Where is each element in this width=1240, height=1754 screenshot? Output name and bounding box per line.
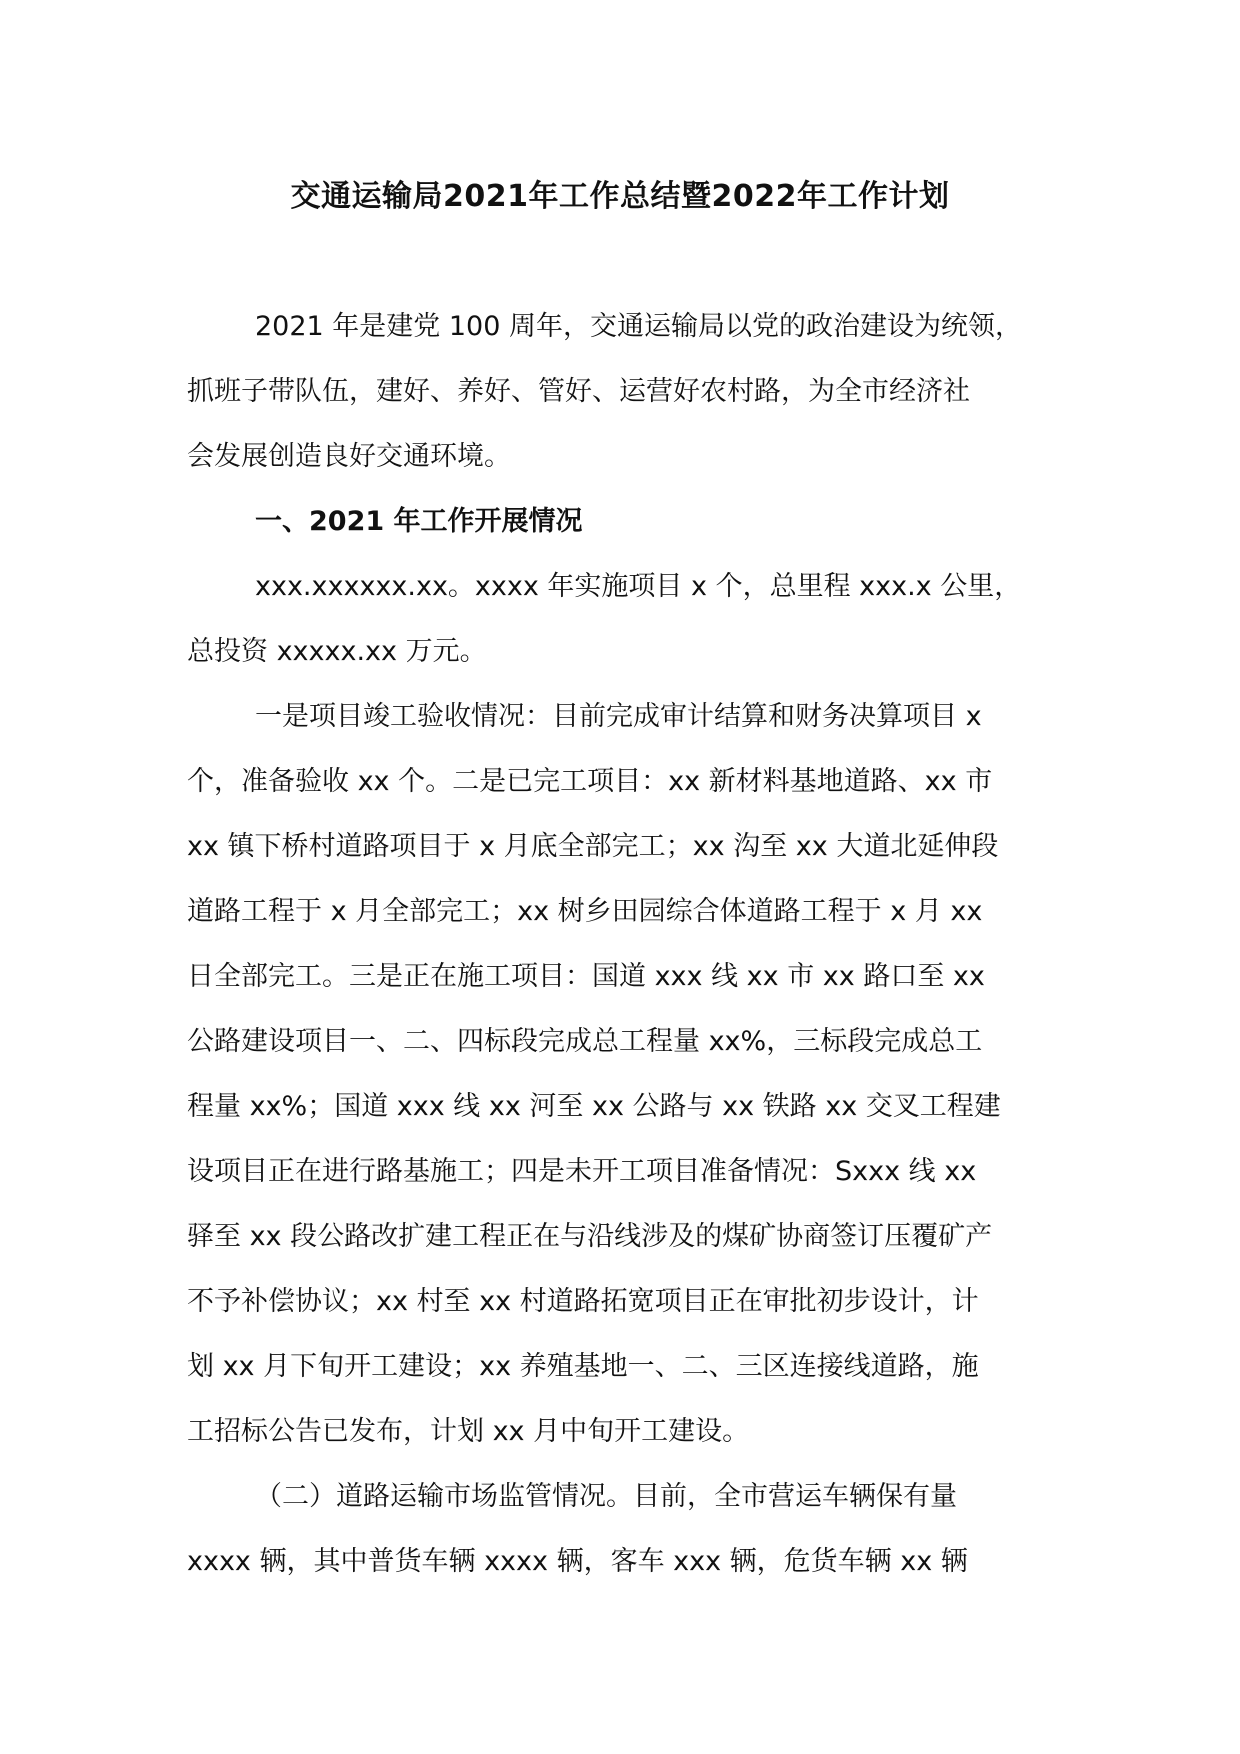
paragraph-projects-overview [187, 554, 1087, 684]
paragraph-line: 公路建设项目一、二、四标段完成总工程量 xx%，三标段完成总工 [187, 1026, 983, 1057]
paragraph-line: xx 镇下桥村道路项目于 x 月底全部完工；xx 沟至 xx 大道北延伸段 [187, 831, 999, 862]
paragraph-line: 总投资 xxxxx.xx 万元。 [187, 636, 487, 667]
paragraph-line: 日全部完工。三是正在施工项目：国道 xxx 线 xx 市 xx 路口至 xx [187, 961, 985, 992]
paragraph-line: （二）道路运输市场监管情况。目前，全市营运车辆保有量 [255, 1481, 957, 1512]
paragraph-line: 工招标公告已发布，计划 xx 月中旬开工建设。 [187, 1416, 750, 1447]
paragraph-intro [187, 294, 1087, 489]
paragraph-line: 不予补偿协议；xx 村至 xx 村道路拓宽项目正在审批初步设计，计 [187, 1286, 979, 1317]
paragraph-line: 设项目正在进行路基施工；四是未开工项目准备情况：Sxxx 线 xx [187, 1156, 977, 1187]
paragraph-transport-market [187, 1464, 1087, 1594]
section-heading-1 [187, 489, 1087, 554]
section-heading-text: 一、2021 年工作开展情况 [255, 506, 583, 537]
paragraph-line: 会发展创造良好交通环境。 [187, 441, 511, 472]
paragraph-line: 抓班子带队伍，建好、养好、管好、运营好农村路，为全市经济社 [187, 376, 970, 407]
paragraph-line: 程量 xx%；国道 xxx 线 xx 河至 xx 公路与 xx 铁路 xx 交叉工程建 [187, 1091, 1001, 1122]
paragraph-project-status [187, 684, 1087, 1464]
paragraph-line: xxx.xxxxxx.xx。xxxx 年实施项目 x 个，总里程 xxx.x 公里， [255, 571, 1022, 602]
paragraph-line: 驿至 xx 段公路改扩建工程正在与沿线涉及的煤矿协商签订压覆矿产 [187, 1221, 993, 1252]
paragraph-line: xxxx 辆，其中普货车辆 xxxx 辆，客车 xxx 辆，危货车辆 xx 辆 [187, 1546, 968, 1577]
paragraph-line: 个，准备验收 xx 个。二是已完工项目：xx 新材料基地道路、xx 市 [187, 766, 993, 797]
paragraph-line: 划 xx 月下旬开工建设；xx 养殖基地一、二、三区连接线道路，施 [187, 1351, 979, 1382]
document-title: 交通运输局2021年工作总结暨2022年工作计划 [290, 179, 950, 214]
paragraph-line: 一是项目竣工验收情况：目前完成审计结算和财务决算项目 x [255, 701, 982, 732]
paragraph-line: 道路工程于 x 月全部完工；xx 树乡田园综合体道路工程于 x 月 xx [187, 896, 983, 927]
paragraph-line: 2021 年是建党 100 周年，交通运输局以党的政治建设为统领， [255, 311, 1022, 342]
